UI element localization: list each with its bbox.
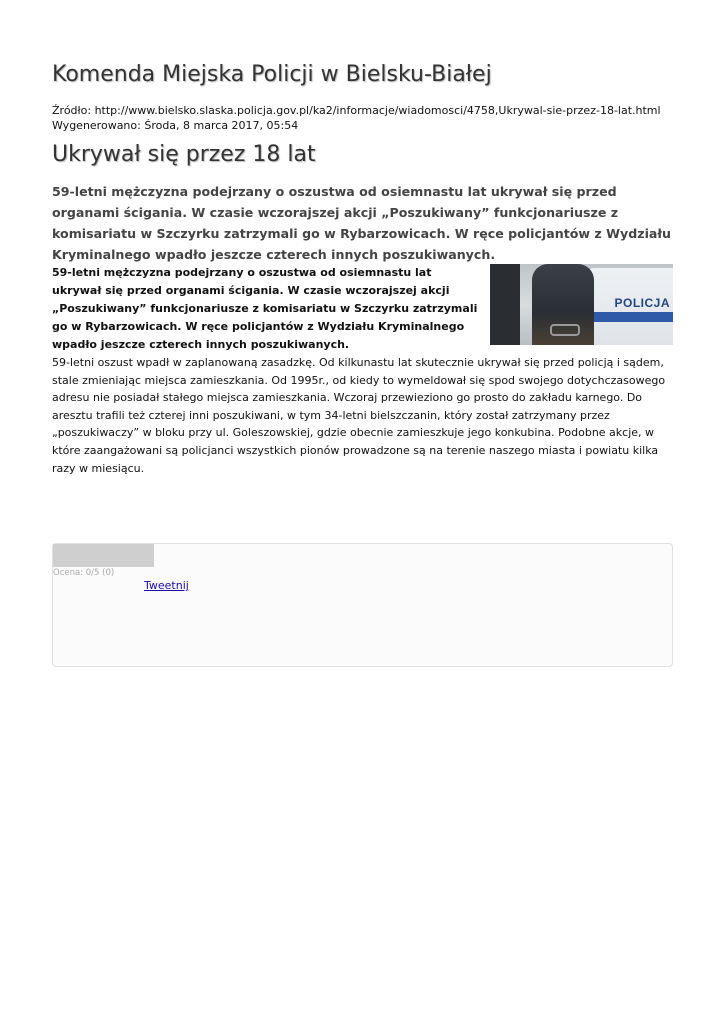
rating-stars-bar[interactable] xyxy=(53,544,154,567)
generated-line: Wygenerowano: Środa, 8 marca 2017, 05:54 xyxy=(52,119,299,132)
site-title: Komenda Miejska Policji w Bielsku-Białej xyxy=(52,62,492,87)
page-meta xyxy=(52,103,661,133)
rating-box xyxy=(52,543,673,667)
source-line: Źródło: http://www.bielsko.slaska.policja.gov.pl/ka2/informacje/wiadomosci/4758,Ukrywal-sie-przez-18-lat.html xyxy=(52,104,661,117)
photo-officer xyxy=(490,264,520,345)
article-title: Ukrywał się przez 18 lat xyxy=(52,142,316,167)
rating-label: Ocena: 0/5 (0) xyxy=(53,568,115,578)
tweet-link[interactable]: Tweetnij xyxy=(144,579,189,592)
body-text: 59-letni oszust wpadł w zaplanowaną zasadzkę. Od kilkunastu lat skutecznie ukrywał się przed policją i sądem, stale zmieniając miejsca zamieszkania. Od 1995r., od kiedy to wymeldował się spod swojego dotychczasowego adresu nie posiadał stałego miejsca zamieszkania. Wczoraj przewieziono go prosto do zakładu karnego. Do aresztu trafili też czterej inni poszukiwani, w tym 34-letni bielszczanin, który został zatrzymany przez „poszukiwaczy” w bloku przy ul. Goleszowskiej, gdzie obecnie zamieszkuje jego konkubina. Podobne akcje, w które zaangażowani są policjanci wszystkich pionów prowadzone są na terenie naszego miasta i powiatu kilka razy w miesiącu. xyxy=(52,356,666,475)
photo-handcuffs xyxy=(550,324,580,336)
photo-car-lettering: POLICJA xyxy=(614,296,670,310)
article-body xyxy=(52,264,673,477)
article-photo xyxy=(490,264,673,345)
article-lead: 59-letni mężczyzna podejrzany o oszustwa od osiemnastu lat ukrywał się przed organami ścigania. W czasie wczorajszej akcji „Poszukiwany” funkcjonariusze z komisariatu w Szczyrku zatrzymali go w Rybarzowicach. W ręce policjantów z Wydziału Kryminalnego wpadło jeszcze czterech innych poszukiwanych. xyxy=(52,184,672,262)
photo-car-stripe xyxy=(581,312,673,322)
body-lead: 59-letni mężczyzna podejrzany o oszustwa od osiemnastu lat ukrywał się przed organami ścigania. W czasie wczorajszej akcji „Poszukiwany” funkcjonariusze z komisariatu w Szczyrku zatrzymali go w Rybarzowicach. W ręce policjantów z Wydziału Kryminalnego wpadło jeszcze czterech innych poszukiwanych. xyxy=(52,266,478,351)
